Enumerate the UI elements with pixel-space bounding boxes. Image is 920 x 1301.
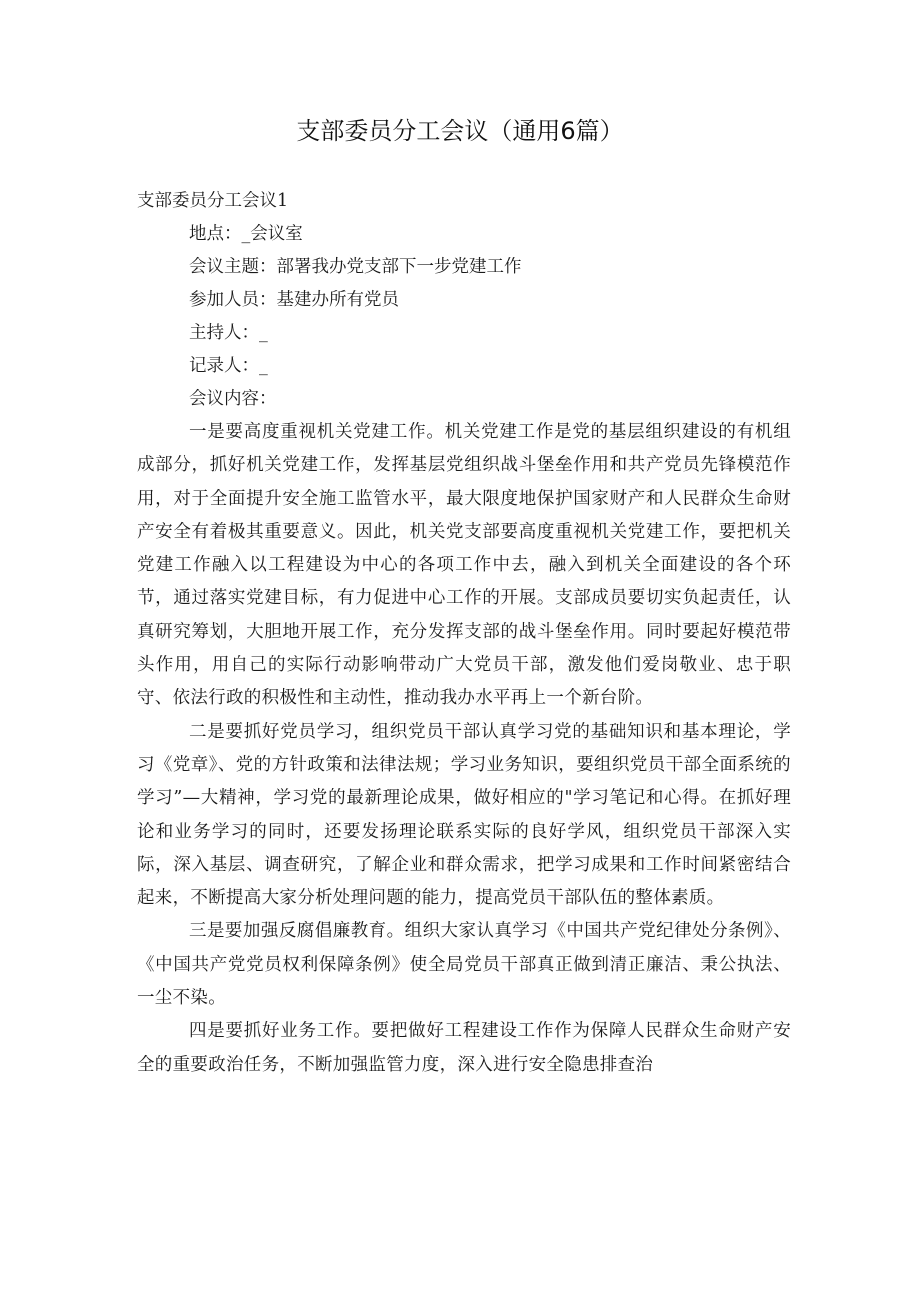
paragraph-third-point: 三是要加强反腐倡廉教育。组织大家认真学习《中国共产党纪律处分条例》、《中国共产党党员权利保障条例》使全局党员干部真正做到清正廉洁、秉公执法、一尘不染。	[137, 921, 791, 1009]
document-body	[137, 185, 791, 1082]
section-heading: 支部委员分工会议1	[137, 191, 289, 211]
paragraph-first-point: 一是要高度重视机关党建工作。机关党建工作是党的基层组织建设的有机组成部分，抓好机关党建工作，发挥基层党组织战斗堡垒作用和共产党员先锋模范作用，对于全面提升安全施工监管水平，最大限度地保护国家财产和人民群众生命财产安全有着极其重要意义。因此，机关党支部要高度重视机关党建工作，要把机关党建工作融入以工程建设为中心的各项工作中去，融入到机关全面建设的各个环节，通过落实党建目标，有力促进中心工作的开展。支部成员要切实负起责任，认真研究筹划，大胆地开展工作，充分发挥支部的战斗堡垒作用。同时要起好模范带头作用，用自己的实际行动影响带动广大党员干部，激发他们爱岗敬业、忠于职守、依法行政的积极性和主动性，推动我办水平再上一个新台阶。	[137, 422, 791, 709]
paragraph-second-point: 二是要抓好党员学习，组织党员干部认真学习党的基础知识和基本理论，学习《党章》、党的方针政策和法律法规；学习业务知识，要组织党员干部全面系统的学习”—大精神，学习党的最新理论成果，做好相应的"学习笔记和心得。在抓好理论和业务学习的同时，还要发扬理论联系实际的良好学风，组织党员干部深入实际，深入基层、调查研究，了解企业和群众需求，把学习成果和工作时间紧密结合起来，不断提高大家分析处理问题的能力，提高党员干部队伍的整体素质。	[137, 721, 791, 909]
paragraph-fourth-point: 四是要抓好业务工作。要把做好工程建设工作作为保障人民群众生命财产安全的重要政治任务，不断加强监管力度，深入进行安全隐患排查治	[137, 1021, 791, 1075]
meeting-recorder: 记录人：_	[189, 356, 268, 376]
meeting-host: 主持人：_	[189, 323, 268, 343]
meeting-topic: 会议主题：部署我办党支部下一步党建工作	[189, 257, 522, 277]
meeting-attendees: 参加人员：基建办所有党员	[189, 290, 399, 310]
meeting-location: 地点：_会议室	[189, 224, 303, 244]
meeting-content-label: 会议内容：	[189, 389, 277, 409]
document-title: 支部委员分工会议（通用6篇）	[296, 117, 624, 145]
